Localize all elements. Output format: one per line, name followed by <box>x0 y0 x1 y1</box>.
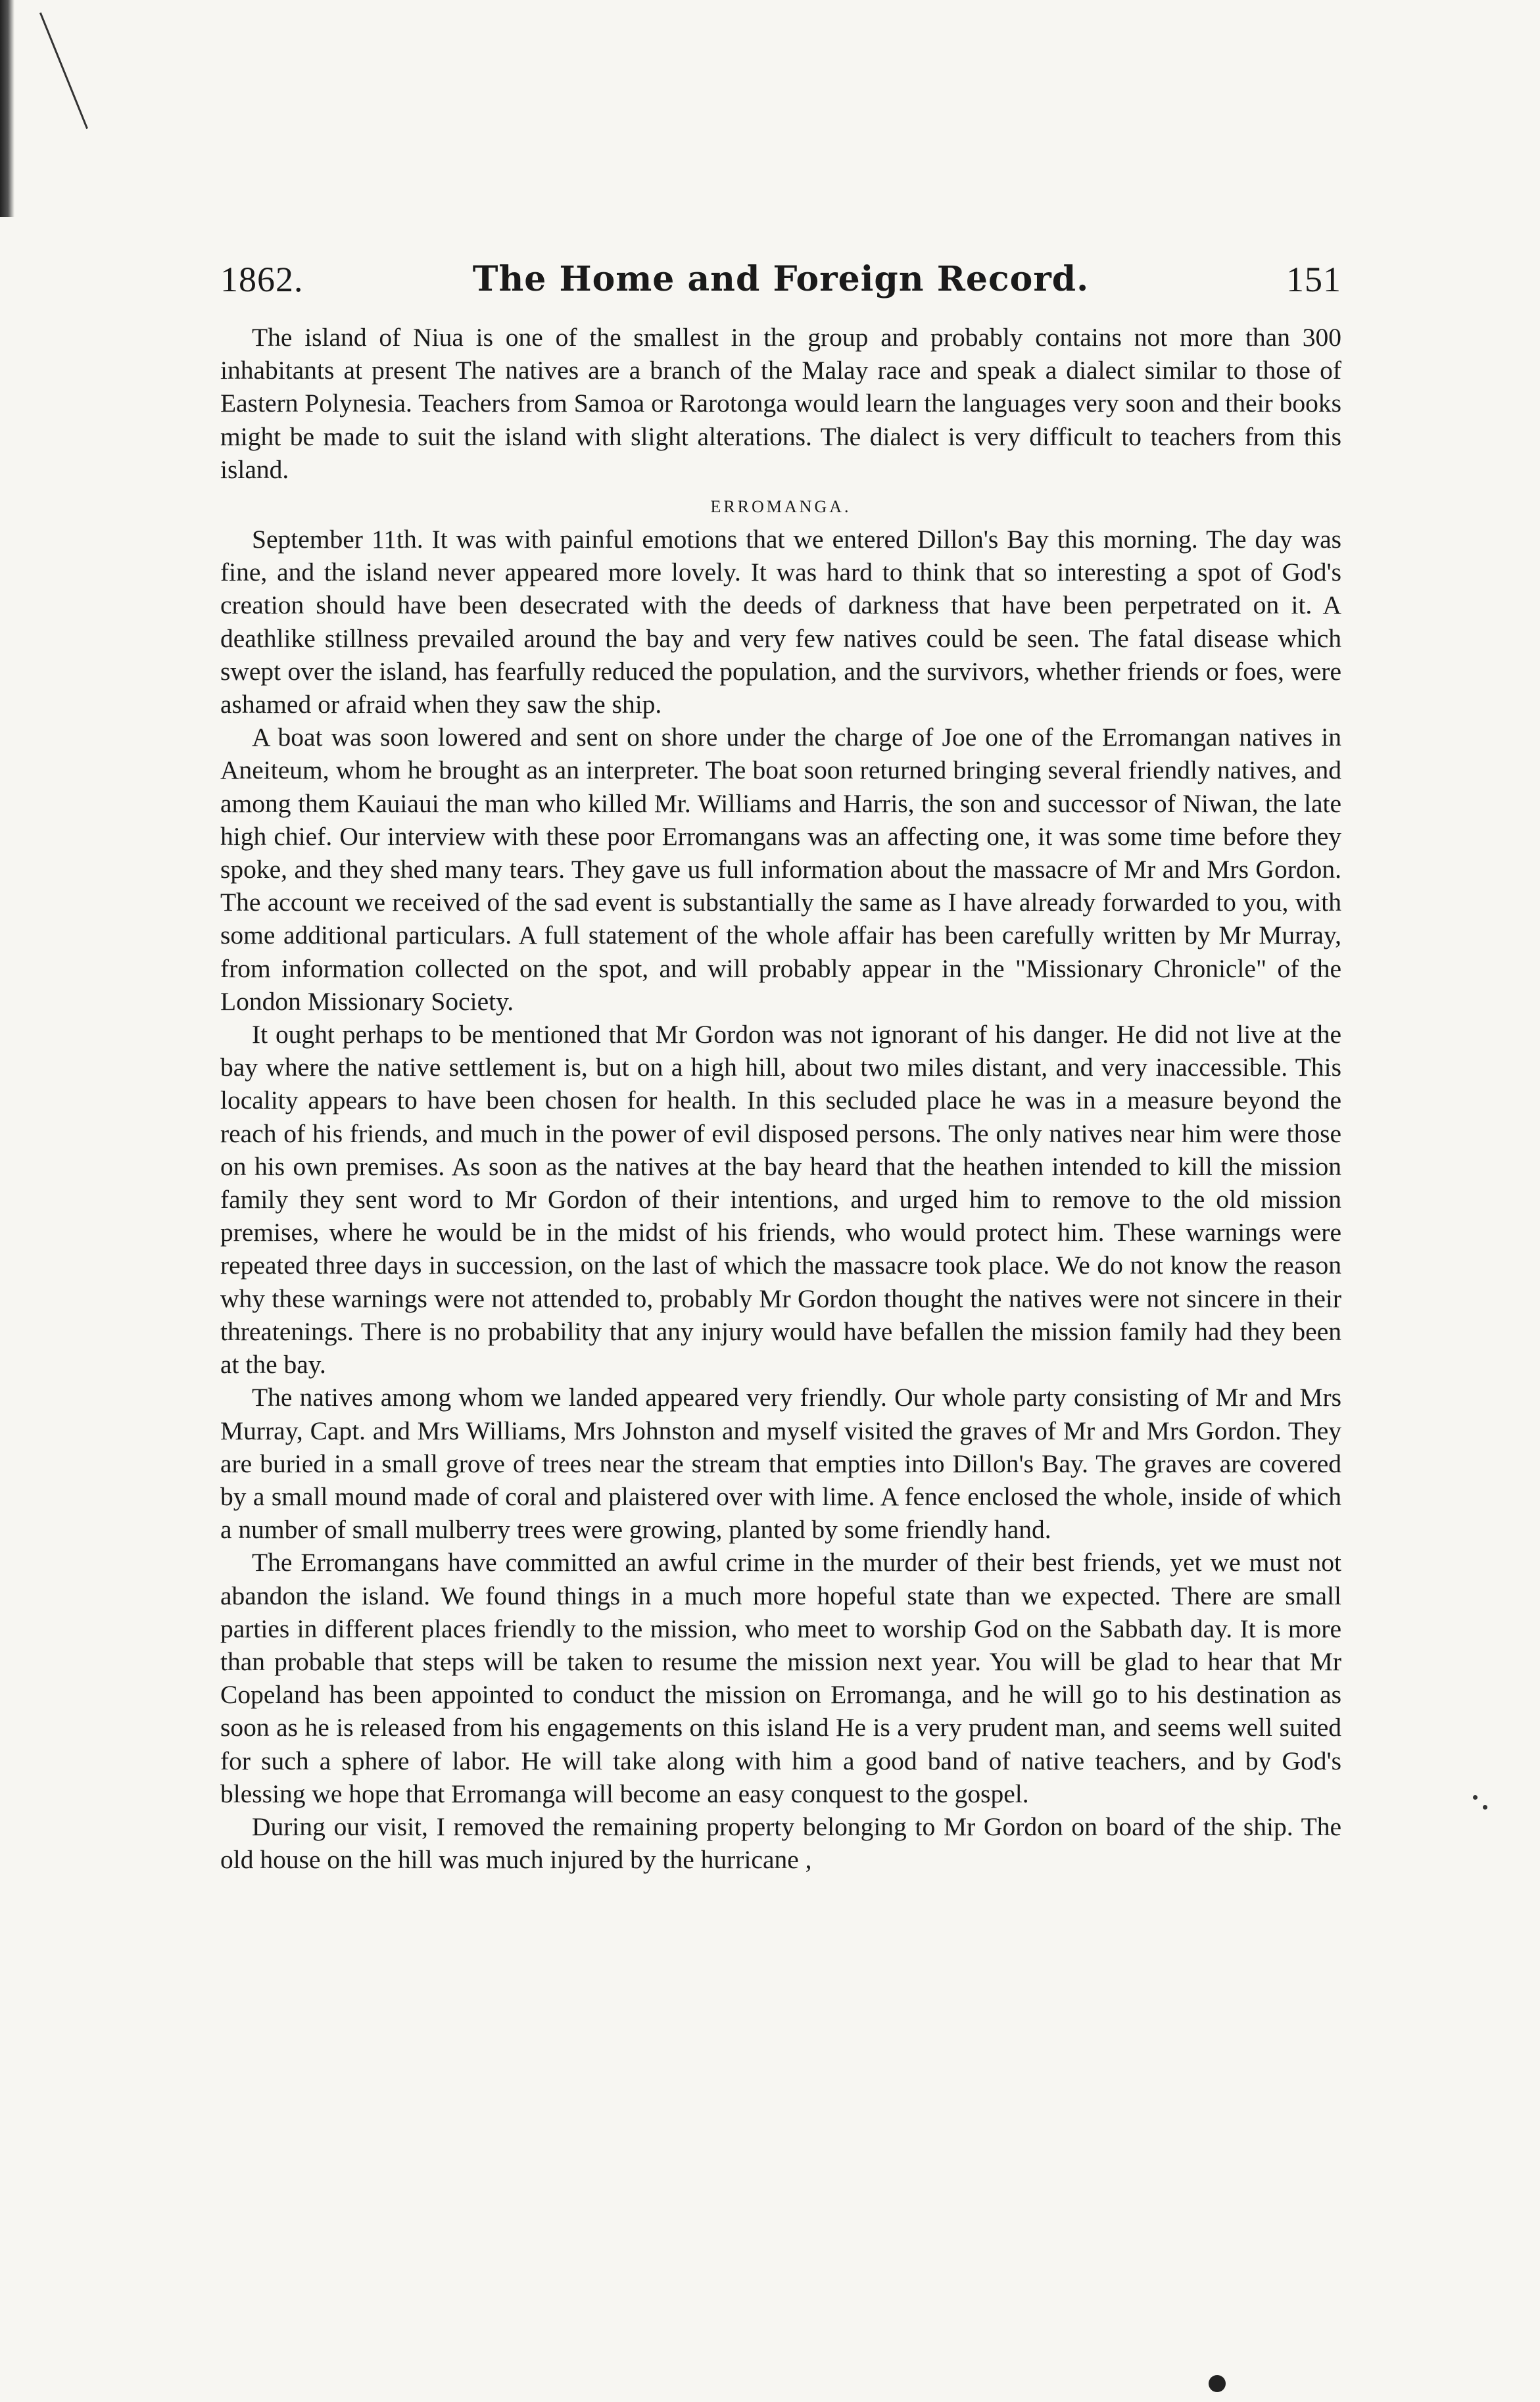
article-body <box>220 321 1341 2326</box>
running-header <box>220 253 1341 306</box>
paragraph-graves: The natives among whom we landed appeared very friendly. Our whole party consisting of Mr and Mrs Murray, Capt. and Mrs Williams, Mrs Johnston and myself visited the graves of Mr and Mrs Gordon. They are buried in a small grove of trees near the stream that empties into Dillon's Bay. The graves are covered by a small mound made of coral and plaistered over with lime. A fence enclosed the whole, inside of which a number of small mulberry trees were growing, planted by some friendly hand. <box>220 1383 1341 1545</box>
section-heading: ERROMANGA. <box>710 497 852 517</box>
ink-speck <box>1473 1795 1478 1800</box>
header-year: 1862. <box>220 260 304 299</box>
paragraph-danger: It ought perhaps to be mentioned that Mr Gordon was not ignorant of his danger. He did not live at the bay where the native settlement is, but on a high hill, about two miles distant, and very inaccessible. This locality appears to have been chosen for health. In this secluded place he was in a measure beyond the reach of his friends, and much in the power of evil disposed persons. The only natives near him were those on his own premises. As soon as the natives at the bay heard that the heathen intended to kill the mission family they sent word to Mr Gordon of their intentions, and urged him to remove to the old mission premises, where he would be in the midst of his friends, who would protect him. These warnings were repeated three days in succession, on the last of which the massacre took place. We do not know the reason why these warnings were not attended to, probably Mr Gordon thought the natives were not sincere in their threatenings. There is no probability that any injury would have befallen the mission family had they been at the bay. <box>220 1020 1341 1380</box>
paragraph-niua: The island of Niua is one of the smallest in the group and probably contains not more than 300 inhabitants at present The natives are a branch of the Malay race and speak a dialect similar to those of Eastern Polynesia. Teachers from Samoa or Rarotonga would learn the languages very soon and their books might be made to suit the island with slight alterations. The dialect is very difficult to teachers from this island. <box>220 323 1341 484</box>
page-binding-shadow <box>0 0 14 217</box>
ink-blot <box>1209 2375 1226 2392</box>
ink-speck <box>1483 1805 1487 1810</box>
paragraph-erromangans: The Erromangans have committed an awful crime in the murder of their best friends, yet we must not abandon the island. We found things in a much more hopeful state than we expected. There are small parties in different places friendly to the mission, who meet to worship God on the Sabbath day. It is more than probable that steps will be taken to resume the mission next year. You will be glad to hear that Mr Copeland has been appointed to conduct the mission on Erromanga, and he will go to his destination as soon as he is released from his engagements on this island He is a very prudent man, and seems well suited for such a sphere of labor. He will take along with him a good band of native teachers, and by God's blessing we hope that Erromanga will become an easy conquest to the gospel. <box>220 1548 1341 1808</box>
header-title: The Home and Foreign Record. <box>472 259 1090 299</box>
binding-mark <box>39 12 88 129</box>
page-number: 151 <box>1286 260 1341 299</box>
paragraph-visit: During our visit, I removed the remaining property belonging to Mr Gordon on board of the ship. The old house on the hill was much injured by the hurricane , <box>220 1812 1341 1875</box>
paragraph-september: September 11th. It was with painful emotions that we entered Dillon's Bay this morning. The day was fine, and the island never appeared more lovely. It was hard to think that so interesting a spot of God's creation should have been desecrated with the deeds of darkness that have been perpetrated on it. A deathlike stillness prevailed around the bay and very few natives could be seen. The fatal disease which swept over the island, has fearfully reduced the population, and the survivors, whether friends or foes, were ashamed or afraid when they saw the ship. <box>220 525 1341 719</box>
paragraph-boat: A boat was soon lowered and sent on shore under the charge of Joe one of the Erromangan natives in Aneiteum, whom he brought as an interpreter. The boat soon returned bringing several friendly natives, and among them Kauiaui the man who killed Mr. Williams and Harris, the son and successor of Niwan, the late high chief. Our interview with these poor Erromangans was an affecting one, it was some time before they spoke, and they shed many tears. They gave us full information about the massacre of Mr and Mrs Gordon. The account we received of the sad event is substantially the same as I have already forwarded to you, with some additional particulars. A full statement of the whole affair has been carefully written by Mr Murray, from information collected on the spot, and will probably appear in the "Missionary Chronicle" of the London Missionary Society. <box>220 723 1341 1016</box>
